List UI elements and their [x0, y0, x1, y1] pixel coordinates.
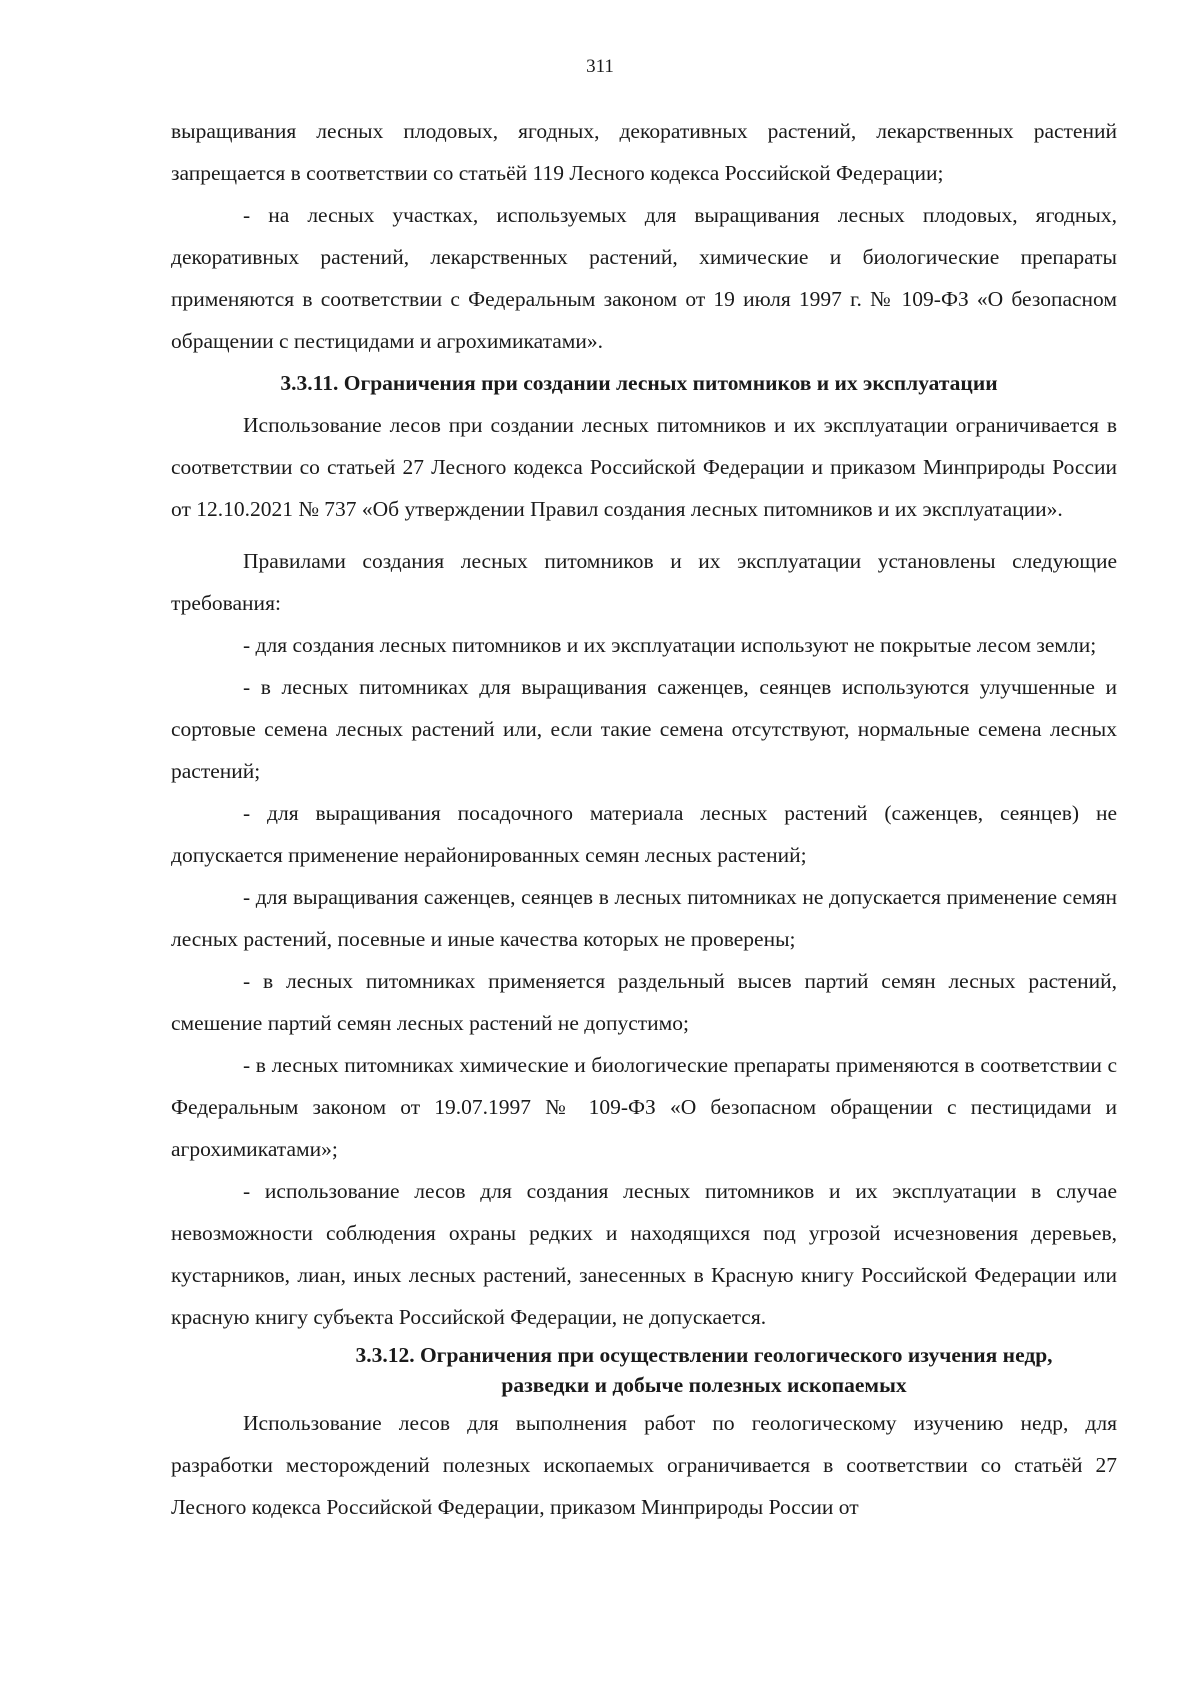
list-item: - для создания лесных питомников и их эксплуатации используют не покрытые лесом земли; — [243, 633, 1097, 657]
paragraph: - на лесных участках, используемых для выращивания лесных плодовых, ягодных, декоративных растений, лекарственных растений, химические и биологические препараты применяются в соответствии с Федеральным законом от 19 июля 1997 г. № 109-ФЗ «О безопасном обращении с пестицидами и агрохимикатами». — [171, 203, 1117, 353]
paragraph: Использование лесов для выполнения работ по геологическому изучению недр, для разработки месторождений полезных ископаемых ограничивается в соответствии со статьёй 27 Лесного кодекса Российской Федерации, приказом Минприроды России от — [171, 1411, 1117, 1519]
section-heading-3-3-12 — [171, 1340, 1117, 1400]
section-heading-3-3-11: 3.3.11. Ограничения при создании лесных питомников и их эксплуатации — [280, 371, 998, 395]
list-item: - использование лесов для создания лесных питомников и их эксплуатации в случае невозможности соблюдения охраны редких и находящихся под угрозой исчезновения деревьев, кустарников, лиан, иных лесных растений, занесенных в Красную книгу Российской Федерации или красную книгу субъекта Российской Федерации, не допускается. — [171, 1179, 1117, 1329]
paragraph-continuation: выращивания лесных плодовых, ягодных, декоративных растений, лекарственных растений запрещается в соответствии со статьёй 119 Лесного кодекса Российской Федерации; — [171, 119, 1117, 185]
paragraph: Использование лесов при создании лесных питомников и их эксплуатации ограничивается в соответствии со статьей 27 Лесного кодекса Российской Федерации и приказом Минприроды России от 12.10.2021 № 737 «Об утверждении Правил создания лесных питомников и их эксплуатации». — [171, 413, 1117, 521]
page-body — [171, 110, 1117, 1528]
paragraph: Правилами создания лесных питомников и их эксплуатации установлены следующие требования: — [171, 549, 1117, 615]
list-item: - для выращивания саженцев, сеянцев в лесных питомниках не допускается применение семян лесных растений, посевные и иные качества которых не проверены; — [171, 885, 1117, 951]
list-item: - в лесных питомниках химические и биологические препараты применяются в соответствии с Федеральным законом от 19.07.1997 № 109-ФЗ «О безопасном обращении с пестицидами и агрохимикатами»; — [171, 1053, 1117, 1161]
page-number: 311 — [586, 56, 614, 77]
list-item: - в лесных питомниках для выращивания саженцев, сеянцев используются улучшенные и сортовые семена лесных растений или, если такие семена отсутствуют, нормальные семена лесных растений; — [171, 675, 1117, 783]
list-item: - для выращивания посадочного материала лесных растений (саженцев, сеянцев) не допускается применение нерайонированных семян лесных растений; — [171, 801, 1117, 867]
list-item: - в лесных питомниках применяется раздельный высев партий семян лесных растений, смешение партий семян лесных растений не допустимо; — [171, 969, 1117, 1035]
section-heading-line: разведки и добыче полезных ископаемых — [501, 1373, 907, 1397]
section-heading-line: 3.3.12. Ограничения при осуществлении геологического изучения недр, — [355, 1343, 1053, 1367]
